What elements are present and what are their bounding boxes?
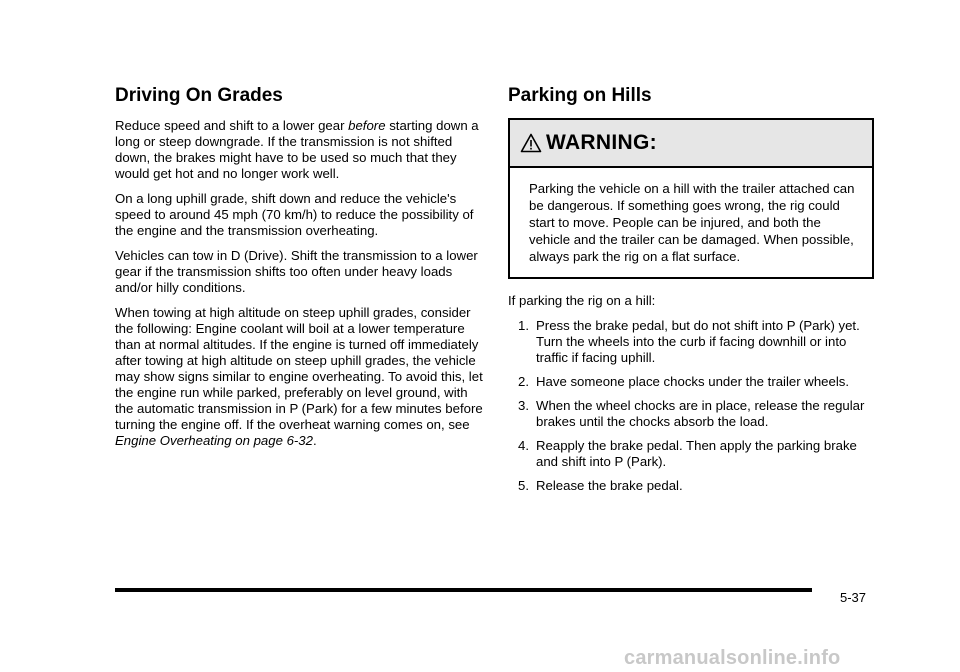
paragraph-downgrade: Reduce speed and shift to a lower gear before starting down a long or steep downgrade. If the transmission is not shifted down, the brakes might have to be used so much that they would get hot and no longer work well. xyxy=(115,118,479,181)
warning-title: WARNING: xyxy=(546,131,657,154)
parking-steps-list xyxy=(508,318,878,494)
watermark: carmanualsonline.info xyxy=(624,647,841,669)
warning-header xyxy=(510,120,872,168)
list-item: 4. Reapply the brake pedal. Then apply the parking brake and shift into P (Park). xyxy=(518,438,857,469)
list-item: 5. Release the brake pedal. xyxy=(518,478,683,493)
list-item: 3. When the wheel chocks are in place, release the regular brakes until the chocks absorb the load. xyxy=(518,398,865,429)
right-column xyxy=(508,84,878,502)
section-heading-driving-on-grades: Driving On Grades xyxy=(115,85,283,106)
left-column xyxy=(115,84,485,458)
list-item: 1. Press the brake pedal, but do not shift into P (Park) yet. Turn the wheels into the curb if facing downhill or into traffic if facing uphill. xyxy=(518,318,860,365)
footer-rule xyxy=(115,588,812,592)
section-heading-parking-on-hills: Parking on Hills xyxy=(508,85,652,106)
page-number: 5-37 xyxy=(840,590,867,605)
steps-intro: If parking the rig on a hill: xyxy=(508,293,656,308)
paragraph-drive-mode: Vehicles can tow in D (Drive). Shift the transmission to a lower gear if the transmission shifts too often under heavy loads and/or hilly conditions. xyxy=(115,248,478,295)
warning-triangle-icon xyxy=(520,132,542,154)
warning-body xyxy=(510,168,872,277)
warning-text: Parking the vehicle on a hill with the trailer attached can be dangerous. If something goes wrong, the rig could start to move. People can be injured, and both the vehicle and the trailer can be damaged. When possible, always park the rig on a flat surface. xyxy=(529,181,855,264)
paragraph-high-altitude: When towing at high altitude on steep uphill grades, consider the following: Engine coolant will boil at a lower temperature than at normal altitudes. If the engine is turned off immediately after towing at high altitude on steep uphill grades, the vehicle may show signs similar to engine overheating. To avoid this, let the engine run while parked, preferably on level ground, with the automatic transmission in P (Park) for a few minutes before turning the engine off. If the overheat warning comes on, see Engine Overheating on page 6-32. xyxy=(115,305,483,448)
cross-reference-link: Engine Overheating on page 6-32 xyxy=(115,433,313,448)
paragraph-uphill: On a long uphill grade, shift down and reduce the vehicle's speed to around 45 mph (70 km/h) to reduce the possibility of the engine and the transmission overheating. xyxy=(115,191,474,238)
list-item: 2. Have someone place chocks under the trailer wheels. xyxy=(518,374,850,389)
warning-box xyxy=(508,118,874,279)
